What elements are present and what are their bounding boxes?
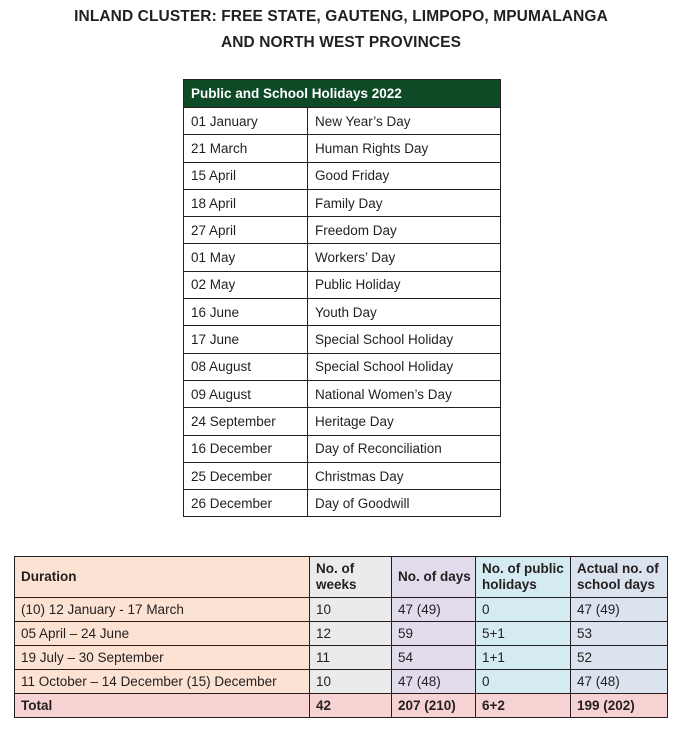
header-public-holidays: No. of public holidays xyxy=(476,557,571,598)
holiday-name: Day of Goodwill xyxy=(308,490,501,517)
holiday-name: Human Rights Day xyxy=(308,135,501,162)
holiday-name: New Year’s Day xyxy=(308,108,501,135)
total-weeks-cell: 42 xyxy=(310,694,392,718)
holidays-table xyxy=(183,79,501,517)
table-row xyxy=(184,271,501,298)
header-school-days: Actual no. of school days xyxy=(571,557,668,598)
school-days-cell: 52 xyxy=(571,646,668,670)
holiday-name: Heritage Day xyxy=(308,408,501,435)
holiday-date: 24 September xyxy=(184,408,308,435)
holiday-date: 16 June xyxy=(184,299,308,326)
school-days-cell: 53 xyxy=(571,622,668,646)
holidays-table-header xyxy=(184,80,501,108)
days-cell: 59 xyxy=(392,622,476,646)
table-row xyxy=(184,299,501,326)
table-row xyxy=(184,353,501,380)
table-row xyxy=(184,435,501,462)
school-days-cell: 47 (48) xyxy=(571,670,668,694)
holiday-name: Youth Day xyxy=(308,299,501,326)
days-cell: 47 (48) xyxy=(392,670,476,694)
table-row xyxy=(184,189,501,216)
holiday-date: 02 May xyxy=(184,271,308,298)
holiday-name: Christmas Day xyxy=(308,462,501,489)
duration-cell: 19 July – 30 September xyxy=(15,646,310,670)
holidays-table-title: Public and School Holidays 2022 xyxy=(184,80,501,108)
table-row xyxy=(184,108,501,135)
public-holidays-cell: 0 xyxy=(476,670,571,694)
duration-cell: (10) 12 January - 17 March xyxy=(15,598,310,622)
holiday-name: Workers’ Day xyxy=(308,244,501,271)
holiday-date: 01 January xyxy=(184,108,308,135)
holiday-name: Day of Reconciliation xyxy=(308,435,501,462)
weeks-cell: 11 xyxy=(310,646,392,670)
header-weeks: No. of weeks xyxy=(310,557,392,598)
total-public-holidays-cell: 6+2 xyxy=(476,694,571,718)
table-row xyxy=(15,670,668,694)
page-title-line-1: INLAND CLUSTER: FREE STATE, GAUTENG, LIMPOPO, MPUMALANGA xyxy=(74,8,608,25)
table-row xyxy=(15,646,668,670)
holiday-date: 15 April xyxy=(184,162,308,189)
holiday-name: Good Friday xyxy=(308,162,501,189)
school-days-cell: 47 (49) xyxy=(571,598,668,622)
table-row xyxy=(184,408,501,435)
holiday-date: 21 March xyxy=(184,135,308,162)
total-school-days-cell: 199 (202) xyxy=(571,694,668,718)
holiday-name: Special School Holiday xyxy=(308,326,501,353)
table-row xyxy=(184,217,501,244)
table-row xyxy=(184,380,501,407)
holiday-date: 09 August xyxy=(184,380,308,407)
public-holidays-cell: 1+1 xyxy=(476,646,571,670)
header-duration: Duration xyxy=(15,557,310,598)
table-row xyxy=(184,462,501,489)
public-holidays-cell: 0 xyxy=(476,598,571,622)
holiday-date: 08 August xyxy=(184,353,308,380)
holiday-date: 17 June xyxy=(184,326,308,353)
holiday-name: Public Holiday xyxy=(308,271,501,298)
total-row xyxy=(15,694,668,718)
weeks-cell: 12 xyxy=(310,622,392,646)
holiday-date: 27 April xyxy=(184,217,308,244)
holiday-name: National Women’s Day xyxy=(308,380,501,407)
page-title-line-2: AND NORTH WEST PROVINCES xyxy=(220,34,462,51)
total-days-cell: 207 (210) xyxy=(392,694,476,718)
total-duration-cell: Total xyxy=(15,694,310,718)
table-row xyxy=(184,162,501,189)
table-row xyxy=(184,135,501,162)
table-row xyxy=(15,598,668,622)
duration-table-header xyxy=(15,557,668,598)
duration-table xyxy=(14,556,668,718)
weeks-cell: 10 xyxy=(310,670,392,694)
holiday-name: Freedom Day xyxy=(308,217,501,244)
holiday-date: 16 December xyxy=(184,435,308,462)
days-cell: 47 (49) xyxy=(392,598,476,622)
holiday-name: Family Day xyxy=(308,189,501,216)
duration-cell: 11 October – 14 December (15) December xyxy=(15,670,310,694)
table-row xyxy=(184,490,501,517)
table-row xyxy=(184,244,501,271)
holiday-date: 26 December xyxy=(184,490,308,517)
public-holidays-cell: 5+1 xyxy=(476,622,571,646)
header-days: No. of days xyxy=(392,557,476,598)
holiday-date: 25 December xyxy=(184,462,308,489)
table-row xyxy=(184,326,501,353)
table-row xyxy=(15,622,668,646)
holiday-date: 18 April xyxy=(184,189,308,216)
holiday-name: Special School Holiday xyxy=(308,353,501,380)
weeks-cell: 10 xyxy=(310,598,392,622)
holiday-date: 01 May xyxy=(184,244,308,271)
days-cell: 54 xyxy=(392,646,476,670)
duration-cell: 05 April – 24 June xyxy=(15,622,310,646)
